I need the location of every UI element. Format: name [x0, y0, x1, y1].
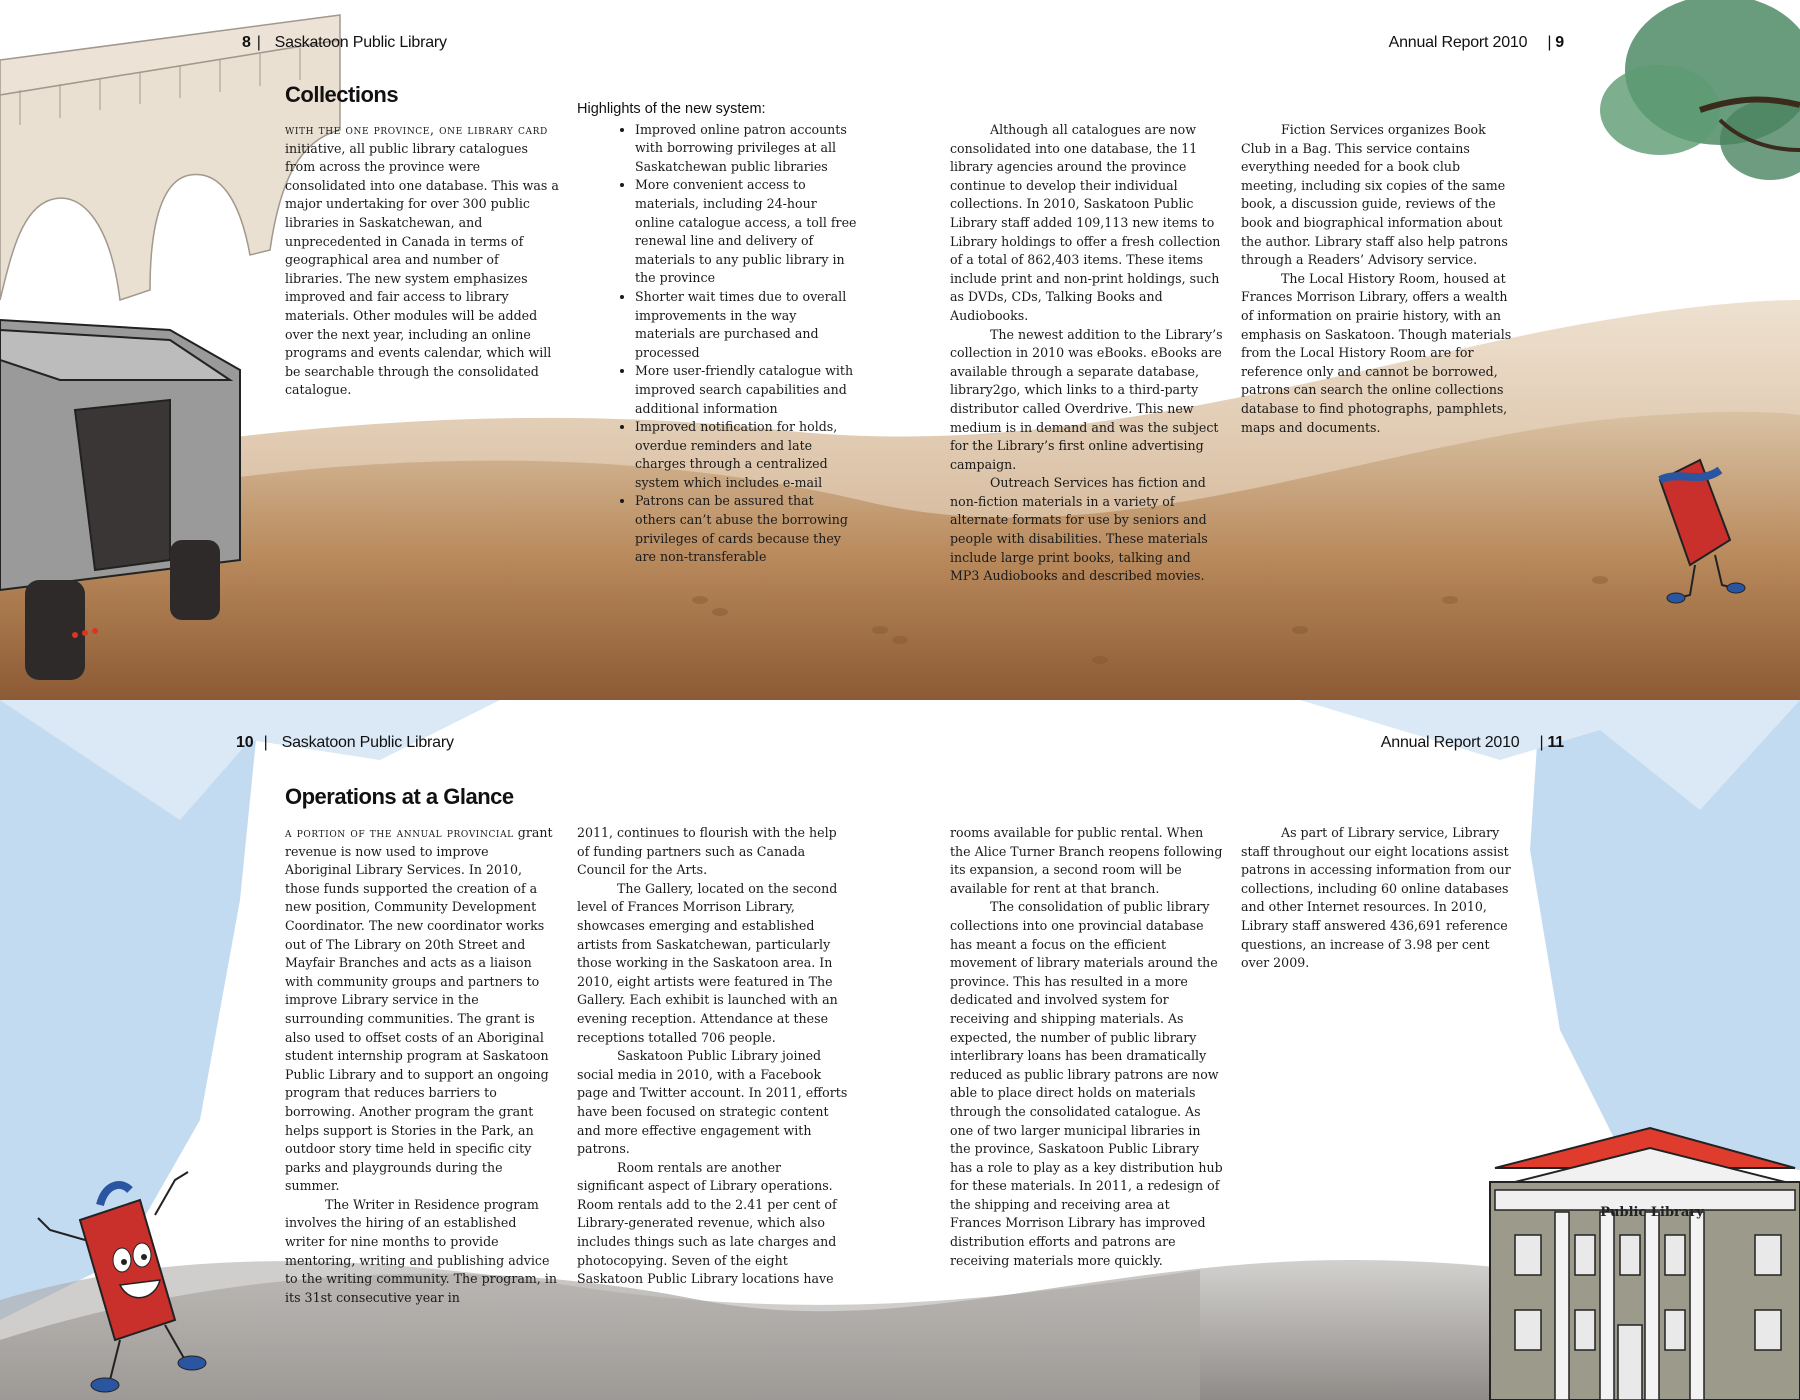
running-header-right — [1389, 34, 1564, 52]
text-column-1 — [285, 121, 559, 400]
list-item: • More user-friendly catalogue with improved search capabilities and additional information — [635, 362, 857, 418]
publication-name: Saskatoon Public Library — [281, 734, 454, 751]
illustration-sky-background — [0, 700, 1800, 1400]
paragraph — [285, 824, 559, 1196]
page-number: 11 — [1547, 734, 1564, 751]
paragraph-body: initiative, all public library catalogues from across the province were consolidated into one database. This was a major undertaking for over 300 public libraries in Saskatchewan, and unprecedented in Canada in terms of geographical area and number of libraries. The new system emphasizes improved and fair access to library materials. Other modules will be added over the next year, including an online programs and events calendar, which will be searchable through the consolidated catalogue. — [285, 140, 559, 398]
paragraph: Fiction Services organizes Book Club in a Bag. This service contains everything needed for a book club meeting, including six copies of the same book, a discussion guide, reviews of the book and biographical information about the author. Library staff also help patrons through a Readers’ Advisory service. — [1241, 122, 1508, 268]
running-header-left — [242, 34, 447, 52]
highlights-heading: Highlights of the new system: — [577, 101, 766, 117]
text-column-2 — [577, 824, 851, 1289]
running-header-left — [236, 734, 454, 752]
paragraph: Saskatoon Public Library joined social media in 2010, with a Facebook page and Twitter account. In 2011, efforts have been focused on strategic content and more effective engagement with patrons. — [577, 1048, 848, 1157]
paragraph: Although all catalogues are now consolidated into one database, the 11 library agencies around the province continue to develop their individual collections. In 2010, Saskatoon Public Library staff added 109,113 new items to Library holdings to offer a fresh collection of a total of 862,403 items. These items include print and non-print holdings, such as DVDs, CDs, Talking Books and Audiobooks. — [950, 122, 1221, 323]
paragraph: The Gallery, located on the second level of Frances Morrison Library, showcases emerging and established artists from Saskatchewan, particularly those working in the Saskatoon area. In 2010, eight artists were featured in The Gallery. Each exhibit is launched with an evening reception. Attendance at these receptions totalled 706 people. — [577, 880, 838, 1045]
building-sign: Public Library — [1600, 1205, 1704, 1220]
lead-in: with the one province, one library card — [285, 122, 548, 137]
page-number: 8 — [242, 34, 251, 51]
section-heading: Operations at a Glance — [285, 784, 514, 809]
list-item: • More convenient access to materials, including 24-hour online catalogue access, a toll free renewal line and delivery of materials to any public library in the province — [635, 176, 857, 288]
report-title: Annual Report 2010 — [1388, 34, 1528, 51]
paragraph-body: grant revenue is now used to improve Aboriginal Library Services. In 2010, those funds supported the creation of a new position, Community Development Coordinator. The new coordinator works out of The Library on 20th Street and Mayfair Branches and acts as a liaison with community groups and partners to improve Library service in the surrounding communities. The grant is also used to offset costs of an Aboriginal student internship program at Saskatoon Public Library and to support an ongoing program that reduces barriers to borrowing. Another program the grant helps support is Stories in the Park, an outdoor story time held in specific city parks and playgrounds during the summer. — [285, 825, 553, 1194]
paragraph: As part of Library service, Library staff throughout our eight locations assist patrons in accessing information from our collections, including 60 online databases and other Internet resources. In 2010, Library staff answered 436,691 reference questions, an increase of 3.98 per cent over 2009. — [1241, 825, 1511, 971]
paragraph — [285, 121, 559, 400]
text-column-4 — [1241, 824, 1515, 973]
spread-operations — [0, 700, 1800, 1400]
paragraph: The Local History Room, housed at Frances Morrison Library, offers a wealth of information on prairie history, with an emphasis on Saskatoon. Though materials from the Local History Room are for reference only and cannot be borrowed, patrons can search the online collections database to find photographs, pamphlets, maps and documents. — [1241, 270, 1512, 435]
text-column-3 — [950, 824, 1224, 1270]
report-title: Annual Report 2010 — [1380, 734, 1520, 751]
paragraph: 2011, continues to flourish with the help of funding partners such as Canada Council for the Arts. — [577, 825, 837, 878]
highlights-list — [577, 121, 857, 567]
tree-illustration — [1600, 0, 1800, 180]
list-item: • Patrons can be assured that others can’t abuse the borrowing privileges of cards because they are non-transferable — [635, 492, 857, 566]
text-column-4 — [1241, 121, 1515, 437]
publication-name: Saskatoon Public Library — [274, 34, 447, 51]
text-column-2 — [577, 100, 857, 567]
list-item: • Improved notification for holds, overdue reminders and late charges through a centralized system which includes e-mail — [635, 418, 857, 492]
text-column-1 — [285, 824, 559, 1307]
header-separator: | — [259, 734, 268, 751]
paragraph: rooms available for public rental. When the Alice Turner Branch reopens following its expansion, a second room will be available for rent at that branch. — [950, 825, 1223, 896]
paragraph: Outreach Services has fiction and non-fiction materials in a variety of alternate formats for use by seniors and people with disabilities. These materials include large print books, talking and MP3 Audiobooks and described movies. — [950, 475, 1208, 584]
text-column-3 — [950, 121, 1224, 586]
list-item: • Shorter wait times due to overall improvements in the way materials are purchased and processed — [635, 288, 857, 362]
page-number: 10 — [236, 734, 254, 751]
page-number: 9 — [1555, 34, 1564, 51]
library-building-illustration — [1490, 1128, 1800, 1400]
header-separator: | — [256, 34, 261, 51]
paragraph: The consolidation of public library collections into one provincial database has meant a focus on the efficient movement of library materials around the province. This has resulted in a more dedicated and involved system for receiving and shipping materials. As expected, the number of public library interlibrary loans has been dramatically reduced as public library patrons are now able to place direct holds on materials through the consolidated catalogue. As one of two larger municipal libraries in the province, Saskatoon Public Library has a role to play as a key distribution hub for these materials. In 2011, a redesign of the shipping and receiving area at Frances Morrison Library has improved distribution efforts and patrons are receiving materials more quickly. — [950, 899, 1223, 1268]
running-header-right — [1381, 734, 1564, 752]
header-separator: | — [1547, 34, 1552, 51]
paragraph: The newest addition to the Library’s collection in 2010 was eBooks. eBooks are available through a separate database, library2go, which links to a third-party distributor called Overdrive. This new medium is in demand and was the subject for the Library’s first online advertising campaign. — [950, 326, 1223, 472]
header-separator: | — [1539, 734, 1544, 751]
paragraph: The Writer in Residence program involves the hiring of an established writer for nine months to provide mentoring, writing and publishing advice to the writing community. The program, in its 31st consecutive year in — [285, 1196, 557, 1305]
list-item: • Improved online patron accounts with borrowing privileges at all Saskatchewan public libraries — [635, 121, 857, 177]
section-heading: Collections — [285, 82, 399, 107]
lead-in: a portion of the annual provincial — [285, 825, 514, 840]
paragraph: Room rentals are another significant aspect of Library operations. Room rentals add to the 2.41 per cent of Library-generated revenue, which also includes things such as late charges and photocopying. Seven of the eight Saskatoon Public Library locations have — [577, 1159, 837, 1287]
